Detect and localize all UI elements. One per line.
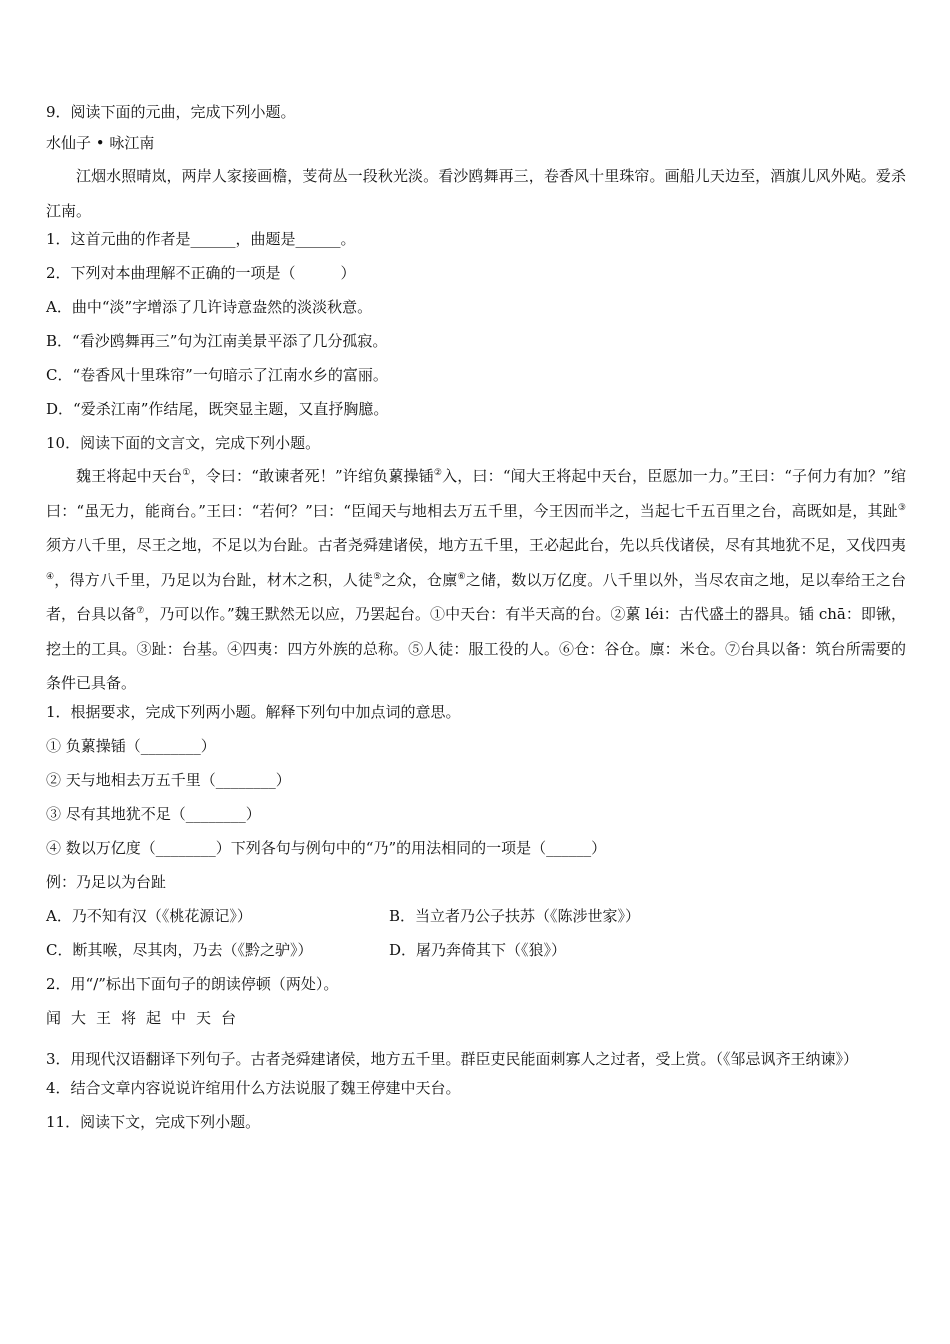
exam-page: [46, 96, 906, 1132]
q9-sub1: 1．这首元曲的作者是______，曲题是______。: [46, 230, 356, 248]
q10-option-c: C．断其喉，尽其肉，乃去（《黔之驴》）: [46, 940, 313, 959]
q10-option-b: B．当立者乃公子扶苏（《陈涉世家》）: [389, 906, 641, 925]
q10-sub4: 4．结合文章内容说说许绾用什么方法说服了魏王停建中天台。: [46, 1078, 461, 1097]
q9-sub2: 2．下列对本曲理解不正确的一项是（ ）: [46, 264, 356, 282]
classical-passage: 魏王将起中天台①，令曰：“敢谏者死！”许绾负蔂操锸②入，曰：“闻大王将起中天台，臣愿加一力。”王曰：“子何力有加？”绾曰：“虽无力，能商台。”王曰：“若何？”曰：“臣闻天与地相去万五千里，今王因而半之，当起七千五百里之台，高既如是，其趾③须方八千里，尽王之地，不足以为台趾。古者尧舜建诸侯，地方五千里，王必起此台，先以兵伐诸侯，尽有其地犹不足，又伐四夷④，得方八千里，乃足以为台趾，材木之积，人徒⑤之众，仓廪⑥之储，数以万亿度。八千里以外，当尽农亩之地，足以奉给王之台者，台具以备⑦，乃可以作。”魏王默然无以应，乃罢起台。①中天台：有半天高的台。②蔂 léi：古代盛土的器具。锸 chā：即锹，挖土的工具。③趾：台基。④四夷：四方外族的总称。⑤人徒：服工役的人。⑥仓：谷仓。廪：米仓。⑦台具以备：筑台所需要的条件已具备。: [46, 467, 906, 692]
q10-option-a: A．乃不知有汉（《桃花源记》）: [46, 906, 252, 925]
q10-option-d: D．屠乃奔倚其下（《狼》）: [389, 940, 567, 959]
q10-sub3: 3．用现代汉语翻译下列句子。古者尧舜建诸侯，地方五千里。群臣吏民能面刺寡人之过者，受上赏。（《邹忌讽齐王纳谏》）: [46, 1049, 859, 1068]
pause-sentence: 闻大王将起中天台: [46, 1008, 247, 1027]
poem-title: 水仙子 • 咏江南: [46, 134, 155, 152]
q11-title: 11．阅读下文，完成下列小题。: [46, 1112, 261, 1131]
q10-title: 10．阅读下面的文言文，完成下列小题。: [46, 434, 321, 452]
q10-item-1: ① 负蔂操锸（________）: [46, 736, 216, 755]
poem-body: 江烟水照晴岚，两岸人家接画檐，芰荷丛一段秋光淡。看沙鸥舞再三，卷香风十里珠帘。画船儿天边至，酒旗儿风外飐。爱杀江南。: [46, 167, 906, 220]
q9-option-d: D．“爱杀江南”作结尾，既突显主题，又直抒胸臆。: [46, 400, 389, 418]
q10-options-row-1: [46, 906, 906, 926]
q10-options-row-2: [46, 940, 906, 960]
q10-example: 例：乃足以为台趾: [46, 872, 167, 891]
q10-sub2: 2．用“/”标出下面句子的朗读停顿（两处）。: [46, 974, 339, 993]
q9-option-b: B．“看沙鸥舞再三”句为江南美景平添了几分孤寂。: [46, 332, 388, 350]
q10-item-3: ③ 尽有其地犹不足（________）: [46, 804, 261, 823]
q9-option-a: A．曲中“淡”字增添了几许诗意盎然的淡淡秋意。: [46, 298, 373, 316]
q9-title: 9．阅读下面的元曲，完成下列小题。: [46, 103, 296, 121]
q10-item-4: ④ 数以万亿度（________）下列各句与例句中的“乃”的用法相同的一项是（______）: [46, 838, 607, 857]
q9-option-c: C．“卷香风十里珠帘”一句暗示了江南水乡的富丽。: [46, 366, 388, 384]
q10-sub1: 1．根据要求，完成下列两小题。解释下列句中加点词的意思。: [46, 702, 461, 721]
q10-item-2: ② 天与地相去万五千里（________）: [46, 770, 291, 789]
